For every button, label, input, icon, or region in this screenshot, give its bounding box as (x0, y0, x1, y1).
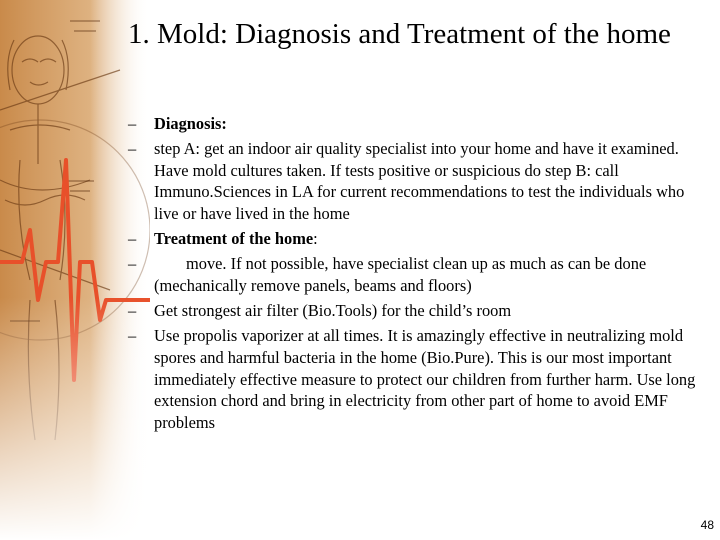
diagnosis-heading: Diagnosis: (154, 114, 227, 133)
propolis-text: Use propolis vaporizer at all times. It is amazingly effective in neutralizing mold spores and harmful bacteria in the home (Bio.Pure). This is our most important immediately effective measure to protect our children from further harm. Use long extension chord and bring in electricity from other part of home to avoid EMF problems (154, 326, 696, 432)
bullet-diagnosis (128, 113, 700, 135)
bullet-treatment (128, 228, 700, 250)
move-text: move. If not possible, have specialist clean up as much as can be done (mechanically remove panels, beams and floors) (154, 254, 647, 295)
bullet-step-a (128, 138, 700, 224)
treatment-colon: : (313, 229, 318, 249)
bullet-dash: – (128, 254, 137, 274)
slide-title: 1. Mold: Diagnosis and Treatment of the home (128, 18, 671, 50)
bullet-dash: – (128, 229, 137, 249)
bullet-dash: – (128, 139, 137, 159)
bullet-list (128, 113, 700, 437)
step-a-text: step A: get an indoor air quality specialist into your home and have it examined. Have mold cultures taken. If tests positive or suspicious do step B: call Immuno.Sciences in LA for current recommendations to test the individuals who live or have lived in the home (154, 139, 685, 223)
bullet-move (128, 253, 700, 296)
bullet-dash: – (128, 114, 137, 133)
bullet-dash: – (128, 301, 137, 321)
bullet-dash: – (128, 326, 137, 346)
bullet-air-filter (128, 300, 700, 322)
bullet-propolis (128, 325, 700, 433)
air-filter-text: Get strongest air filter (Bio.Tools) for the child’s room (154, 301, 512, 321)
page-number: 48 (700, 518, 714, 532)
treatment-heading: Treatment of the home (154, 229, 314, 249)
